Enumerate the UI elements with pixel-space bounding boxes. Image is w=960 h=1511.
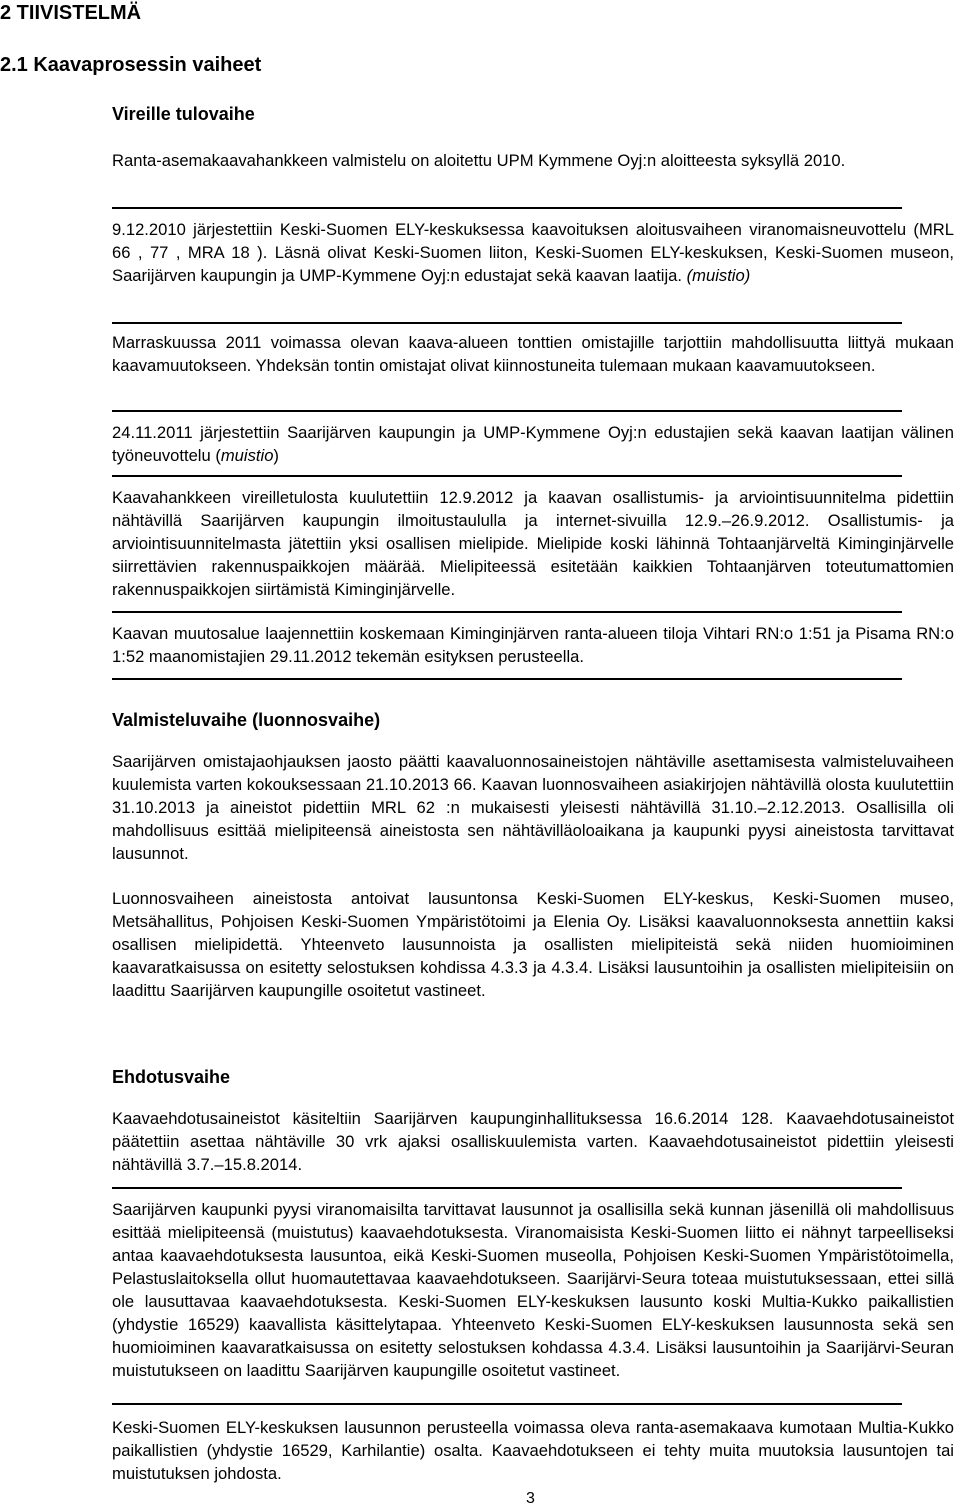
section-heading: 2.1 Kaavaprosessin vaiheet — [0, 54, 262, 76]
memo-link[interactable]: (muistio) — [686, 266, 751, 285]
subheading-vireille: Vireille tulovaihe — [112, 104, 255, 124]
paragraph — [112, 218, 954, 287]
divider — [112, 1187, 902, 1189]
paragraph-text: 24.11.2011 järjestettiin Saarijärven kaupungin ja UMP-Kymmene Oyj:n edustajien sekä kaavan laatijan välinen työneuvottelu ( — [112, 423, 954, 465]
divider — [112, 475, 902, 477]
divider — [112, 207, 902, 209]
memo-link[interactable]: muistio — [220, 446, 274, 465]
paragraph: Luonnosvaiheen aineistosta antoivat lausuntonsa Keski-Suomen ELY-keskus, Keski-Suomen museo, Metsähallitus, Pohjoisen Keski-Suomen Ympäristötoimi ja Elenia Oy. Lisäksi kaavaluonnoksesta annettiin kaksi osallisen mielipidettä. Yhteenveto lausunnoista ja osallisten mielipiteistä sekä niiden huomioiminen kaavaratkaisussa on esitetty selostuksen kohdissa 4.3.3 ja 4.3.4. Lisäksi lausuntoihin ja osallisten mielipiteisiin on laadittu Saarijärven kaupungille osoitetut vastineet. — [112, 889, 954, 1000]
paragraph-text: 9.12.2010 järjestettiin Keski-Suomen ELY-keskuksessa kaavoituksen aloitusvaiheen viranomaisneuvottelu (MRL 66 , 77 , MRA 18 ). Läsnä olivat Keski-Suomen liiton, Keski-Suomen ELY-keskuksen, Keski-Suomen museon, Saarijärven kaupungin ja UMP-Kymmene Oyj:n edustajat sekä kaavan laatija. — [112, 220, 954, 285]
paragraph: Kaavaehdotusaineistot käsiteltiin Saarijärven kaupunginhallituksessa 16.6.2014 128. Kaavaehdotusaineistot päätettiin asettaa nähtäville 30 vrk ajaksi osalliskuulemista varten. Kaavaehdotusaineistot pidettiin yleisesti nähtävillä 3.7.–15.8.2014. — [112, 1109, 954, 1174]
subheading-valmistelu: Valmisteluvaihe (luonnosvaihe) — [112, 710, 381, 730]
chapter-heading: 2 TIIVISTELMÄ — [0, 2, 142, 24]
divider — [112, 678, 902, 680]
subheading-ehdotus: Ehdotusvaihe — [112, 1067, 231, 1087]
paragraph: Kaavan muutosalue laajennettiin koskemaan Kiminginjärven ranta-alueen tiloja Vihtari RN:o 1:51 ja Pisama RN:o 1:52 maanomistajien 29.11.2012 tekemän esityksen perusteella. — [112, 624, 954, 666]
page-number: 3 — [526, 1490, 535, 1507]
paragraph: Ranta-asemakaavahankkeen valmistelu on aloitettu UPM Kymmene Oyj:n aloitteesta syksyllä 2010. — [112, 151, 846, 170]
paragraph-text-end: ) — [273, 446, 279, 465]
divider — [112, 322, 902, 324]
paragraph — [112, 421, 954, 467]
divider — [112, 1403, 902, 1405]
divider — [112, 611, 902, 613]
paragraph: Kaavahankkeen vireilletulosta kuulutettiin 12.9.2012 ja kaavan osallistumis- ja arviointisuunnitelma pidettiin nähtävillä Saarijärven kaupungin ilmoitustaululla ja internet-sivuilla 12.9.–26.9.2012. Osallistumis- ja arviointisuunnitelmasta jätettiin yksi osallisen mielipide. Mielipide koski lähinnä Tohtaanjärveltä Kiminginjärvelle siirrettävien rakennuspaikkojen määrää. Mielipiteessä esitetään kaikkien Tohtaanjärven toteutumattomien rakennuspaikkojen siirtämistä Kiminginjärvelle. — [112, 488, 954, 599]
paragraph: Keski-Suomen ELY-keskuksen lausunnon perusteella voimassa oleva ranta-asemakaava kumotaan Multia-Kukko paikallistien (yhdystie 16529, Karhilantie) osalta. Kaavaehdotukseen ei tehty muita muutoksia lausuntojen tai muistutuksen johdosta. — [112, 1418, 954, 1483]
paragraph: Saarijärven omistajaohjauksen jaosto päätti kaavaluonnosaineistojen nähtäville asettamisesta valmisteluvaiheen kuulemista varten kokouksessaan 21.10.2013 66. Kaavan luonnosvaiheen asiakirjojen nähtävillä olosta kuulutettiin 31.10.2013 ja aineistot pidettiin MRL 62 :n mukaisesti yleisesti nähtävillä 31.10.–2.12.2013. Osallisilla oli mahdollisuus esittää mielipiteensä aineistosta sen nähtävilläoloaikana ja kaupunki pyysi aineistosta tarvittavat lausunnot. — [112, 752, 954, 863]
paragraph: Saarijärven kaupunki pyysi viranomaisilta tarvittavat lausunnot ja osallisilla sekä kunnan jäsenillä oli mahdollisuus esittää mielipiteensä (muistutus) kaavaehdotuksesta. Viranomaisista Keski-Suomen liitto ei nähnyt tarpeelliseksi antaa kaavaehdotuksesta lausuntoa, eikä Keski-Suomen museolla, Pohjoisen Keski-Suomen Ympäristötoimella, Pelastuslaitoksella ollut huomautettavaa kaavaehdotukseen. Saarijärvi-Seura toteaa muistutuksessaan, ettei sillä ole lausuttavaa kaavaehdotuksesta. Keski-Suomen ELY-keskuksen lausunto koski Multia-Kukko paikallistien (yhdystie 16529) kaavallista käsittelytapaa. Yhteenveto Keski-Suomen ELY-keskuksen lausunnosta sekä sen huomioiminen kaavaratkaisussa on esitetty selostuksen kohdassa 4.3.4. Lisäksi lausuntoihin ja Saarijärvi-Seuran muistutukseen on laadittu Saarijärven kaupungille osoitetut vastineet. — [112, 1200, 954, 1380]
divider — [112, 410, 902, 412]
paragraph: Marraskuussa 2011 voimassa olevan kaava-alueen tonttien omistajille tarjottiin mahdollisuutta liittyä mukaan kaavamuutokseen. Yhdeksän tontin omistajat olivat kiinnostuneita tulemaan mukaan kaavamuutokseen. — [112, 333, 954, 375]
